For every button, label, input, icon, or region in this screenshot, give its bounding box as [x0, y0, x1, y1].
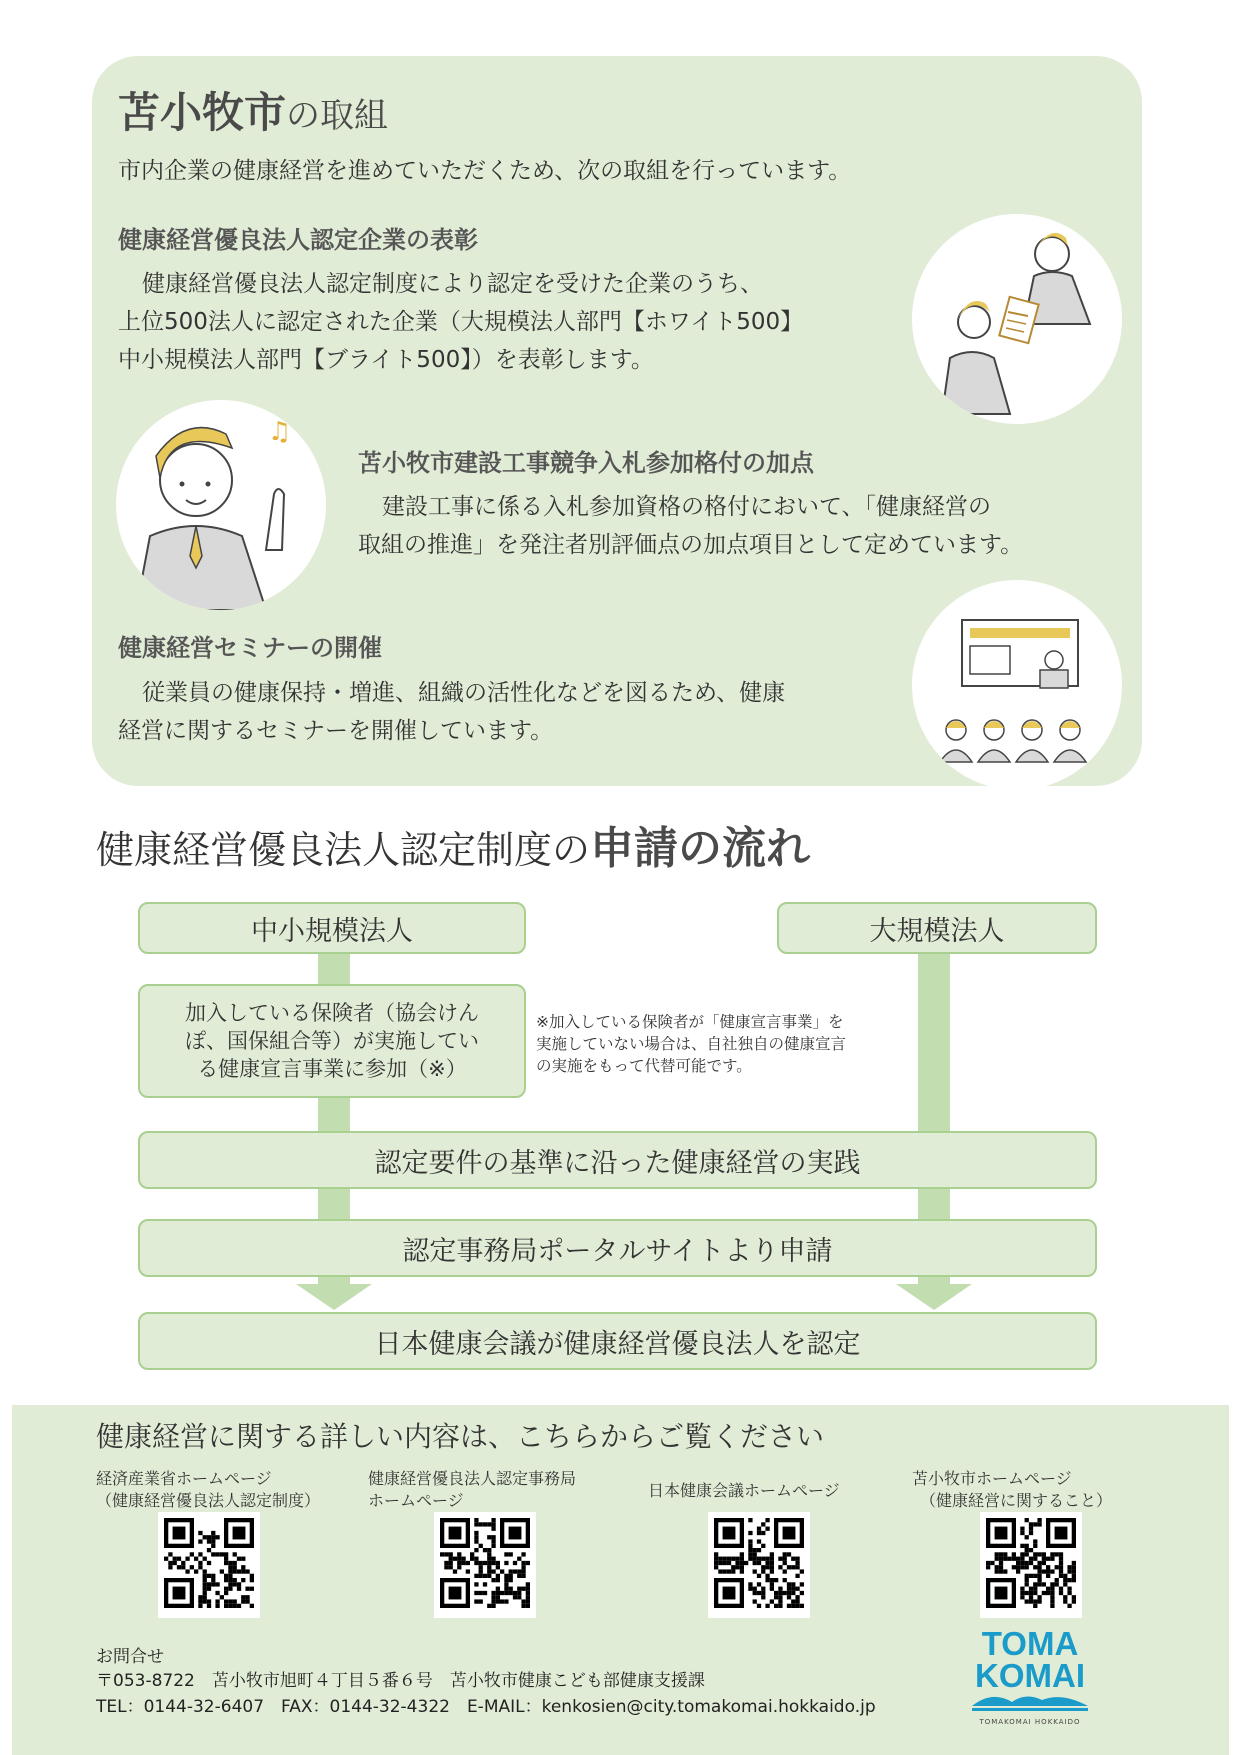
qr-code-icon[interactable] — [158, 1512, 260, 1618]
flow-note: ※加入している保険者が「健康宣言事業」を 実施していない場合は、自社独自の健康宣言 の実施をもって代替可能です。 — [536, 1013, 847, 1075]
contact-phone-email: TEL：0144-32-6407 FAX：0144-32-4322 E-MAIL：kenkosien@city.tomakomai.hokkaido.jp — [96, 1697, 876, 1717]
flow-title: 健康経営優良法人認定制度の申請の流れ — [96, 823, 811, 874]
seminar-illustration — [912, 580, 1122, 790]
link-label-kenko-kaigi: 日本健康会議ホームページ — [648, 1481, 840, 1500]
tomakomai-logo: TOMA KOMAI TOMAKOMAI HOKKAIDO — [962, 1628, 1098, 1728]
footer-title: 健康経営に関する詳しい内容は、こちらからご覧ください — [96, 1420, 825, 1453]
health-declaration-step: 加入している保険者（協会けん ぽ、国保組合等）が実施してい る健康宣言事業に参加（※） — [138, 984, 526, 1098]
presenter-illustration — [116, 400, 326, 610]
qr-code-icon[interactable] — [980, 1512, 1082, 1618]
qr-code-icon[interactable] — [434, 1512, 536, 1618]
award-illustration — [912, 214, 1122, 424]
section-title: 苫小牧市の取組 — [118, 88, 389, 137]
link-label-secretariat: 健康経営優良法人認定事務局 ホームページ — [368, 1469, 577, 1510]
mountain-wave-icon — [962, 1692, 1098, 1714]
item-heading-bid-points: 苫小牧市建設工事競争入札参加格付の加点 — [358, 449, 814, 477]
practice-step: 認定要件の基準に沿った健康経営の実践 — [138, 1131, 1097, 1189]
item-body-bid-points: 建設工事に係る入札参加資格の格付において、「健康経営の 取組の推進」を発注者別評価点の加点項目として定めています。 — [358, 494, 1024, 558]
apply-step: 認定事務局ポータルサイトより申請 — [138, 1219, 1097, 1277]
section-intro: 市内企業の健康経営を進めていただくため、次の取組を行っています。 — [118, 158, 852, 184]
arrow-down-icon — [296, 1284, 372, 1310]
item-body-award: 健康経営優良法人認定制度により認定を受けた企業のうち、 上位500法人に認定された企業（大規模法人部門【ホワイト500】 中小規模法人部門【ブライト500】）を表彰します。 — [118, 271, 804, 373]
arrow-down-icon — [896, 1284, 972, 1310]
contact-label: お問合せ — [96, 1647, 164, 1667]
large-corp-box: 大規模法人 — [777, 902, 1097, 954]
item-body-seminar: 従業員の健康保持・増進、組織の活性化などを図るため、健康 経営に関するセミナーを開催しています。 — [118, 680, 786, 744]
small-corp-box: 中小規模法人 — [138, 902, 526, 954]
item-heading-seminar: 健康経営セミナーの開催 — [118, 634, 382, 662]
qr-code-icon[interactable] — [708, 1512, 810, 1618]
certify-step: 日本健康会議が健康経営優良法人を認定 — [138, 1312, 1097, 1370]
item-heading-award: 健康経営優良法人認定企業の表彰 — [118, 226, 478, 254]
contact-address: 〒053-8722 苫小牧市旭町４丁目５番６号 苫小牧市健康こども部健康支援課 — [96, 1671, 705, 1691]
link-label-tomakomai: 苫小牧市ホームページ （健康経営に関すること） — [912, 1469, 1113, 1510]
link-label-meti: 経済産業省ホームページ （健康経営優良法人認定制度） — [96, 1469, 321, 1510]
svg-text:♫: ♫ — [268, 417, 292, 447]
